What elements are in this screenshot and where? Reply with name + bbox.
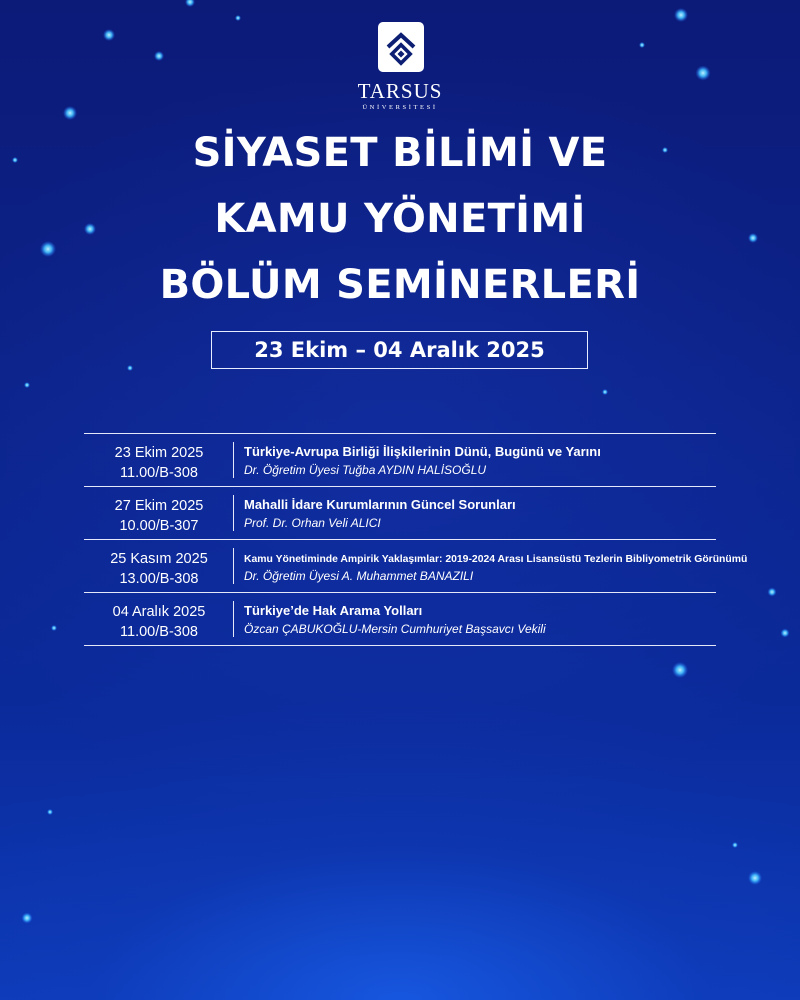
date-range-box: 23 Ekim – 04 Aralık 2025 (211, 331, 588, 369)
seminar-speaker: Dr. Öğretim Üyesi A. Muhammet BANAZILI (244, 569, 474, 583)
seminar-title: Türkiye-Avrupa Birliği İlişkilerinin Dünü, Bugünü ve Yarını (244, 444, 601, 459)
seminar-date: 27 Ekim 2025 (114, 498, 204, 514)
seminar-date: 25 Kasım 2025 (110, 551, 208, 567)
seminar-schedule (84, 433, 748, 646)
seminar-date-cell (84, 602, 234, 642)
seminar-time-room: 11.00/B-308 (120, 624, 198, 640)
seminar-row (84, 487, 716, 539)
seminar-title: Türkiye’de Hak Arama Yolları (244, 603, 423, 618)
title-line-3: BÖLÜM SEMİNERLERİ (159, 262, 641, 308)
seminar-row (84, 434, 716, 486)
seminar-title: Kamu Yönetiminde Ampirik Yaklaşımlar: 2019-2024 Arası Lisansüstü Tezlerin Bibliyometrik Görünümü (244, 554, 748, 565)
title-line-1: SİYASET BİLİMİ VE (192, 130, 608, 176)
seminar-title: Mahalli İdare Kurumlarının Güncel Sorunları (244, 497, 516, 512)
seminar-row (84, 593, 716, 645)
seminar-date: 04 Aralık 2025 (112, 604, 206, 620)
seminar-speaker: Özcan ÇABUKOĞLU-Mersin Cumhuriyet Başsavcı Vekili (244, 622, 546, 636)
column-divider (233, 548, 234, 584)
seminar-time-room: 13.00/B-308 (119, 571, 199, 587)
column-divider (233, 442, 234, 478)
seminar-row (84, 540, 748, 592)
column-divider (233, 495, 234, 531)
title-line-2: KAMU YÖNETİMİ (214, 196, 586, 242)
seminar-date-cell (84, 496, 234, 536)
seminar-time-room: 10.00/B-307 (119, 518, 199, 534)
university-emblem-icon (378, 22, 424, 72)
divider-line (84, 645, 716, 646)
seminar-date-cell (84, 549, 234, 589)
seminar-time-room: 11.00/B-308 (120, 465, 198, 481)
logo-name: TARSUS (357, 79, 443, 103)
seminar-date-cell (84, 443, 234, 483)
tarsus-university-logo (378, 22, 424, 72)
logo-subtitle: ÜNİVERSİTESİ (362, 104, 438, 111)
seminar-speaker: Dr. Öğretim Üyesi Tuğba AYDIN HALİSOĞLU (244, 463, 487, 477)
seminar-speaker: Prof. Dr. Orhan Veli ALICI (244, 516, 381, 530)
column-divider (233, 601, 234, 637)
seminar-date: 23 Ekim 2025 (114, 445, 204, 461)
